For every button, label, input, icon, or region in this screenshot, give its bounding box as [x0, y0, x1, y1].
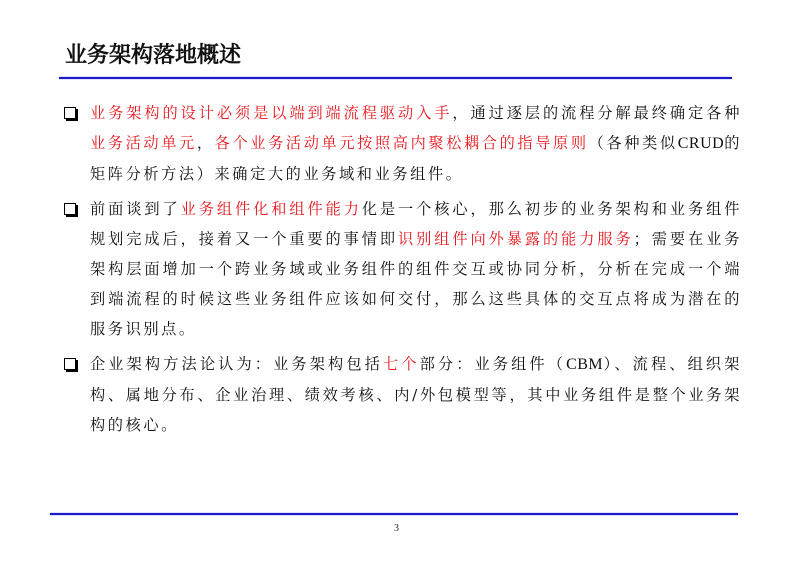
slide-title: 业务架构落地概述	[65, 43, 242, 68]
checkbox-bullet-icon	[64, 203, 76, 215]
title-underline-divider	[59, 77, 732, 79]
bullet-1-text: 业务架构的设计必须是以端到端流程驱动入手，通过逐层的流程分解最终确定各种业务活动单元，各个业务活动单元按照高内聚松耦合的指导原则（各种类似CRUD的矩阵分析方法）来确定大的业务域和业务组件。	[90, 104, 742, 183]
checkbox-bullet-icon	[64, 107, 76, 119]
bullet-list	[62, 98, 742, 445]
bullet-item-2	[62, 194, 742, 344]
bullet-item-1	[62, 98, 742, 189]
bullet-item-3	[62, 349, 742, 440]
footer-divider	[50, 513, 738, 515]
bullet-3-text: 企业架构方法论认为：业务架构包括七个部分：业务组件（CBM）、流程、组织架构、属地分布、企业治理、绩效考核、内/外包模型等，其中业务组件是整个业务架构的核心。	[90, 355, 743, 434]
bullet-2-text: 前面谈到了业务组件化和组件能力化是一个核心，那么初步的业务架构和业务组件规划完成后，接着又一个重要的事情即识别组件向外暴露的能力服务；需要在业务架构层面增加一个跨业务域或业务组件的组件交互或协同分析，分析在完成一个端到端流程的时候这些业务组件应该如何交付，那么这些具体的交互点将成为潜在的服务识别点。	[90, 200, 743, 338]
page-number: 3	[394, 523, 399, 534]
checkbox-bullet-icon	[64, 358, 76, 370]
